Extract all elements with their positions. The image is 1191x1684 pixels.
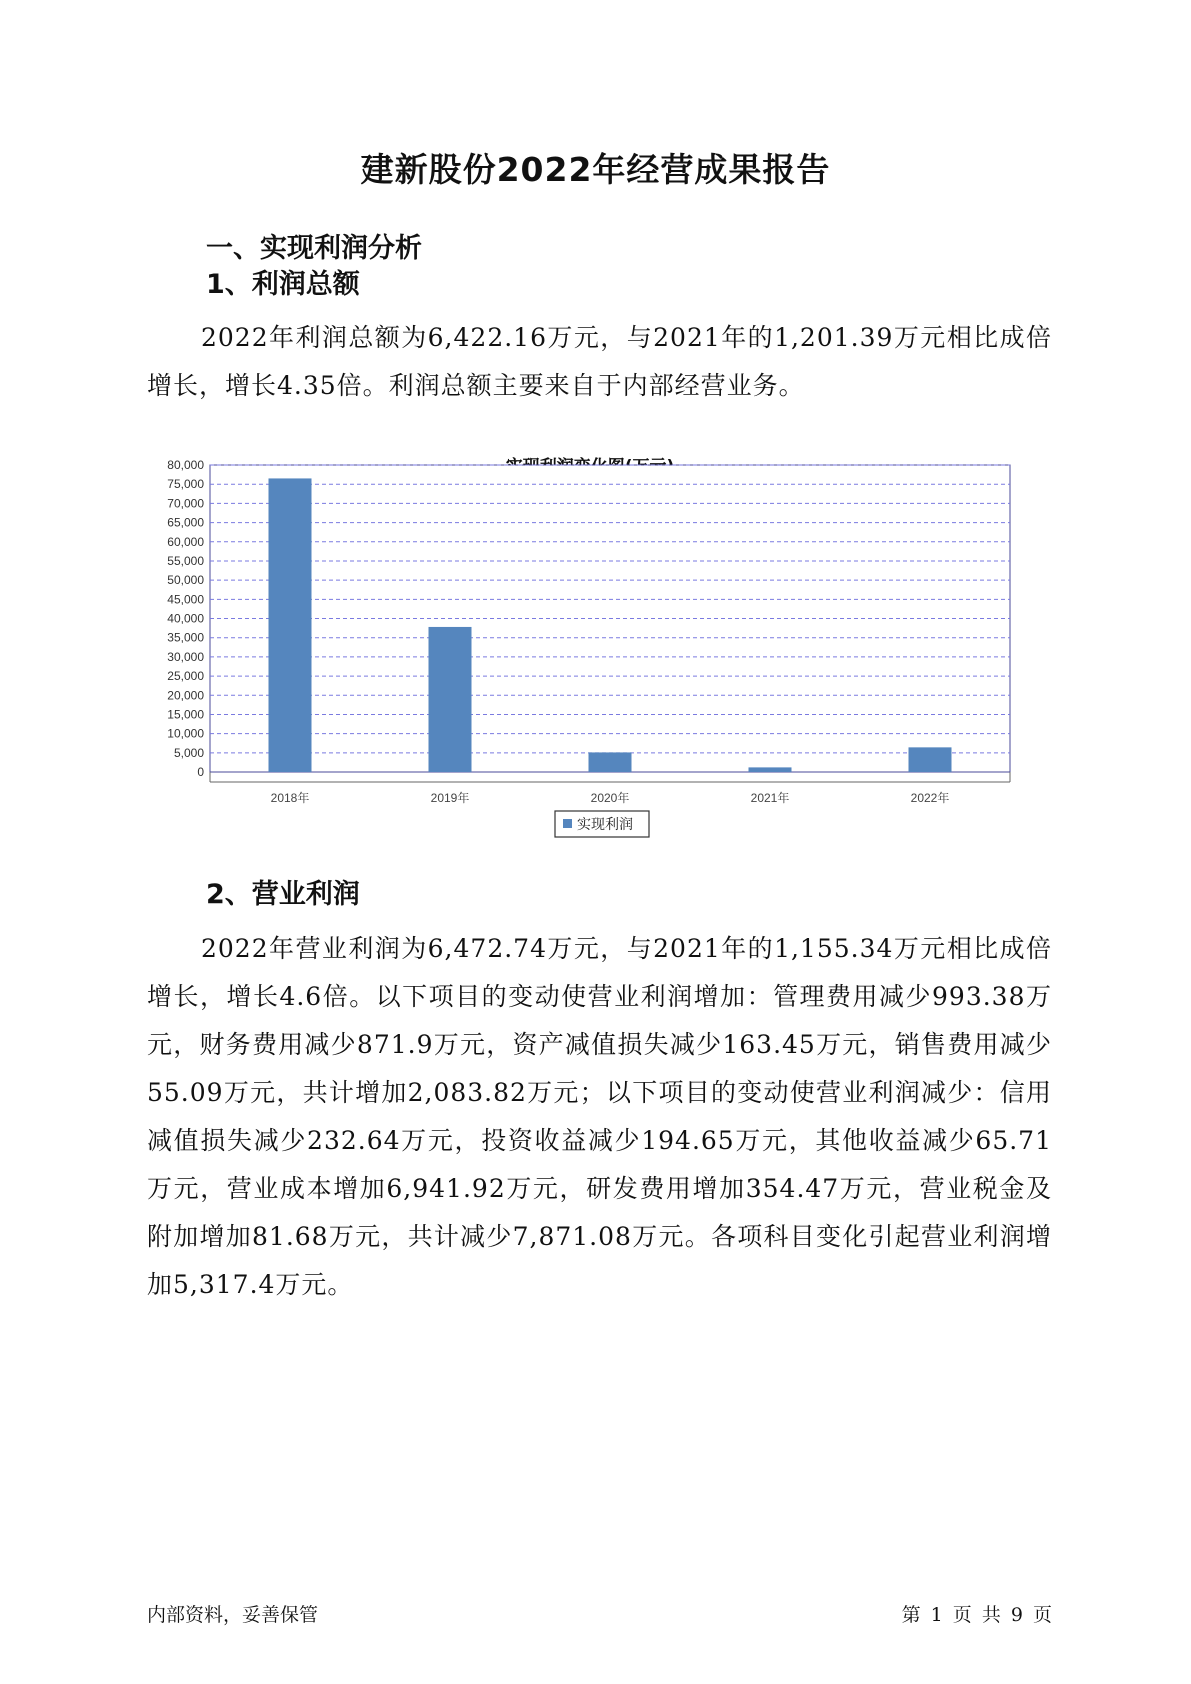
chart-svg bbox=[150, 452, 1030, 922]
legend-swatch bbox=[563, 819, 572, 828]
subheading-total-profit: 1、利润总额 bbox=[206, 269, 360, 300]
y-tick-label: 45,000 bbox=[167, 592, 204, 607]
y-tick-label: 10,000 bbox=[167, 726, 204, 741]
y-tick-label: 20,000 bbox=[167, 688, 204, 703]
subheading-operating-profit: 2、营业利润 bbox=[206, 879, 360, 910]
y-tick-label: 30,000 bbox=[167, 649, 204, 664]
bar bbox=[749, 767, 792, 772]
x-tick-label: 2019年 bbox=[430, 791, 470, 805]
x-tick-label: 2018年 bbox=[270, 791, 310, 805]
y-tick-label: 75,000 bbox=[167, 477, 204, 492]
y-tick-label: 65,000 bbox=[167, 515, 204, 530]
footer-page-number: 第 1 页 共 9 页 bbox=[901, 1604, 1052, 1626]
y-tick-label: 60,000 bbox=[167, 534, 204, 549]
page-title: 建新股份2022年经营成果报告 bbox=[360, 150, 831, 189]
x-tick-label: 2021年 bbox=[750, 791, 790, 805]
y-tick-label: 80,000 bbox=[167, 458, 204, 472]
profit-chart bbox=[150, 452, 1030, 922]
bar bbox=[589, 752, 632, 772]
paragraph-operating-profit: 2022年营业利润为6,472.74万元，与2021年的1,155.34万元相比成倍增长，增长4.6倍。以下项目的变动使营业利润增加：管理费用减少993.38万元，财务费用减少871.9万元，资产减值损失减少163.45万元，销售费用减少55.09万元，共计增加2,083.82万元；以下项目的变动使营业利润减少：信用减值损失减少232.64万元，投资收益减少194.65万元，其他收益减少65.71万元，营业成本增加6,941.92万元，研发费用增加354.47万元，营业税金及附加增加81.68万元，共计减少7,871.08万元。各项科目变化引起营业利润增加5,317.4万元。 bbox=[147, 934, 1052, 1299]
legend-label: 实现利润 bbox=[577, 817, 633, 833]
section-heading-profit-analysis: 一、实现利润分析 bbox=[206, 233, 422, 264]
y-tick-label: 50,000 bbox=[167, 573, 204, 588]
y-tick-label: 35,000 bbox=[167, 630, 204, 645]
bar bbox=[269, 478, 312, 772]
y-tick-label: 55,000 bbox=[167, 553, 204, 568]
bar bbox=[909, 747, 952, 772]
footer-confidential-note: 内部资料，妥善保管 bbox=[147, 1604, 319, 1626]
x-tick-label: 2022年 bbox=[910, 791, 950, 805]
y-tick-label: 15,000 bbox=[167, 707, 204, 722]
y-tick-label: 5,000 bbox=[173, 745, 204, 760]
y-tick-label: 25,000 bbox=[167, 669, 204, 684]
x-tick-label: 2020年 bbox=[590, 791, 630, 805]
y-tick-label: 70,000 bbox=[167, 496, 204, 511]
paragraph-total-profit: 2022年利润总额为6,422.16万元，与2021年的1,201.39万元相比成倍增长，增长4.35倍。利润总额主要来自于内部经营业务。 bbox=[147, 323, 1052, 400]
bar bbox=[429, 627, 472, 772]
y-tick-label: 40,000 bbox=[167, 611, 204, 626]
y-tick-label: 0 bbox=[197, 765, 204, 779]
